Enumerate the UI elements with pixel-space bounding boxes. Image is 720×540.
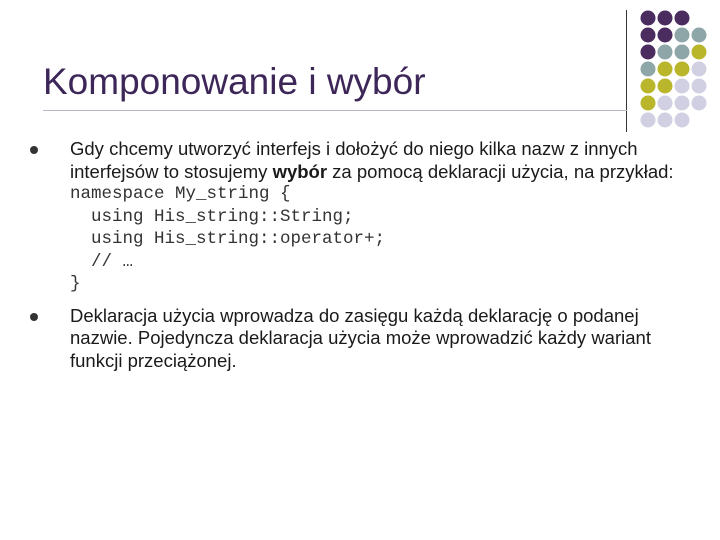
decorative-dot: [692, 45, 707, 60]
bullet-item-1: [30, 138, 680, 296]
decorative-dot: [675, 28, 690, 43]
bullet-1-text-after: za pomocą deklaracji użycia, na przykład:: [327, 160, 674, 182]
bullet-1-bold-keyword: wybór: [272, 160, 328, 182]
code-line: // …: [70, 251, 134, 272]
decorative-dot: [658, 79, 673, 94]
decorative-dot: [692, 96, 707, 111]
code-block: [70, 183, 680, 296]
decorative-dot: [692, 79, 707, 94]
title-underline: [43, 110, 627, 111]
decorative-dot: [658, 62, 673, 77]
bullet-dot-icon: [30, 313, 38, 321]
decorative-dot: [641, 28, 656, 43]
vertical-divider: [626, 10, 627, 132]
bullet-2-text: Deklaracja użycia wprowadza do zasięgu każdą deklarację o podanej nazwie. Pojedyncza deklaracja użycia może wprowadzić każdy wariant funkcji przeciążonej.: [70, 304, 651, 371]
code-line: using His_string::String;: [70, 206, 354, 227]
decorative-dot: [658, 11, 673, 26]
decorative-dot: [675, 11, 690, 26]
decorative-dot: [675, 45, 690, 60]
decorative-dot: [658, 28, 673, 43]
code-line: using His_string::operator+;: [70, 229, 386, 249]
decorative-dot: [641, 11, 656, 26]
decorative-dot: [641, 96, 656, 111]
decorative-dot: [658, 113, 673, 128]
slide-body: [30, 138, 680, 381]
decorative-dot: [658, 45, 673, 60]
decorative-dot: [675, 96, 690, 111]
decorative-dot: [641, 62, 656, 77]
decorative-dot: [675, 79, 690, 94]
decorative-dot: [692, 28, 707, 43]
code-line: }: [70, 274, 81, 294]
decorative-dot: [658, 96, 673, 111]
decorative-dot: [675, 62, 690, 77]
bullet-dot-icon: [30, 146, 38, 154]
bullet-1-text-before: Gdy chcemy utworzyć interfejs i dołożyć do niego kilka nazw z innych interfejsów to stosujemy: [70, 138, 638, 182]
decorative-dot: [641, 79, 656, 94]
slide-title: Komponowanie i wybór: [43, 61, 426, 102]
decorative-dot: [675, 113, 690, 128]
code-line: namespace My_string {: [70, 184, 291, 204]
decorative-dot: [692, 62, 707, 77]
decorative-dot: [641, 113, 656, 128]
decorative-dot: [641, 45, 656, 60]
bullet-item-2: [30, 305, 680, 373]
bullet-1-text: [70, 138, 680, 183]
